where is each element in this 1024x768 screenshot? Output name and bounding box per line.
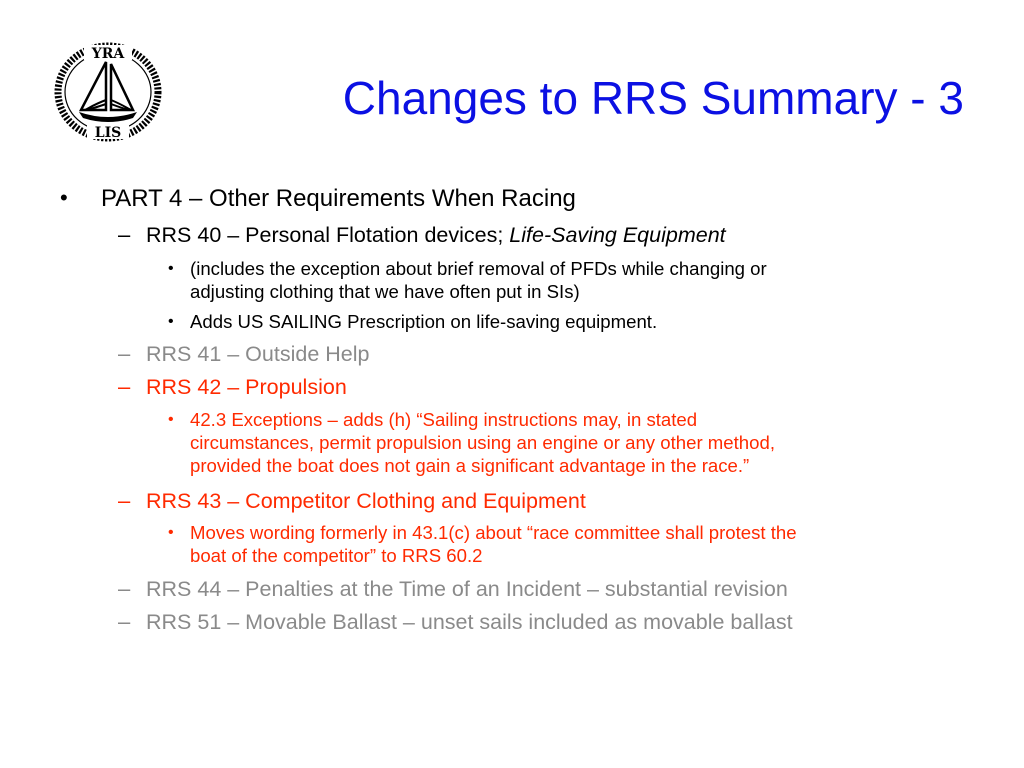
bullet-rrs43-text: RRS 43 – Competitor Clothing and Equipment bbox=[146, 489, 586, 513]
logo-bottom-text: LIS bbox=[94, 125, 122, 141]
bullet-marker: • bbox=[168, 313, 174, 330]
text-line: provided the boat does not gain a significant advantage in the race.” bbox=[190, 455, 750, 476]
bullet-marker: • bbox=[168, 524, 174, 541]
bullet-rrs42-text: RRS 42 – Propulsion bbox=[146, 375, 347, 399]
text-line: Moves wording formerly in 43.1(c) about “race committee shall protest the bbox=[190, 522, 797, 543]
bullet-rrs51-text: RRS 51 – Movable Ballast – unset sails included as movable ballast bbox=[146, 610, 793, 634]
dash-marker: – bbox=[118, 488, 131, 513]
dash-marker: – bbox=[118, 374, 131, 399]
dash-marker: – bbox=[118, 576, 131, 601]
text-line: circumstances, permit propulsion using an engine or any other method, bbox=[190, 432, 775, 453]
bullet-marker: • bbox=[60, 185, 68, 210]
logo-top-text: YRA bbox=[91, 46, 125, 62]
text-line: (includes the exception about brief removal of PFDs while changing or bbox=[190, 258, 767, 279]
bullet-marker: • bbox=[168, 260, 174, 277]
slide-title: Changes to RRS Summary - 3 bbox=[342, 72, 964, 124]
text-line: Adds US SAILING Prescription on life-saving equipment. bbox=[190, 311, 658, 332]
bullet-rrs40-sub2-text bbox=[190, 310, 950, 333]
dash-marker: – bbox=[118, 341, 131, 366]
text-line: boat of the competitor” to RRS 60.2 bbox=[190, 545, 483, 566]
text-line: 42.3 Exceptions – adds (h) “Sailing instructions may, in stated bbox=[190, 409, 698, 430]
bullet-rrs43-sub1-text bbox=[190, 521, 950, 567]
bullet-rrs41-text: RRS 41 – Outside Help bbox=[146, 342, 370, 366]
bullet-rrs40-sub1-text bbox=[190, 257, 950, 303]
dash-marker: – bbox=[118, 222, 131, 247]
rrs40-italic: Life-Saving Equipment bbox=[509, 223, 726, 247]
bullet-rrs44-text: RRS 44 – Penalties at the Time of an Incident – substantial revision bbox=[146, 577, 788, 601]
bullet-rrs42-sub1-text bbox=[190, 408, 950, 477]
rrs40-prefix: RRS 40 – Personal Flotation devices; bbox=[146, 223, 510, 247]
text-line: adjusting clothing that we have often put in SIs) bbox=[190, 281, 580, 302]
dash-marker: – bbox=[118, 609, 131, 634]
bullet-part4-text: PART 4 – Other Requirements When Racing bbox=[101, 185, 576, 212]
bullet-marker: • bbox=[168, 411, 174, 428]
bullet-rrs40-text bbox=[146, 222, 726, 248]
